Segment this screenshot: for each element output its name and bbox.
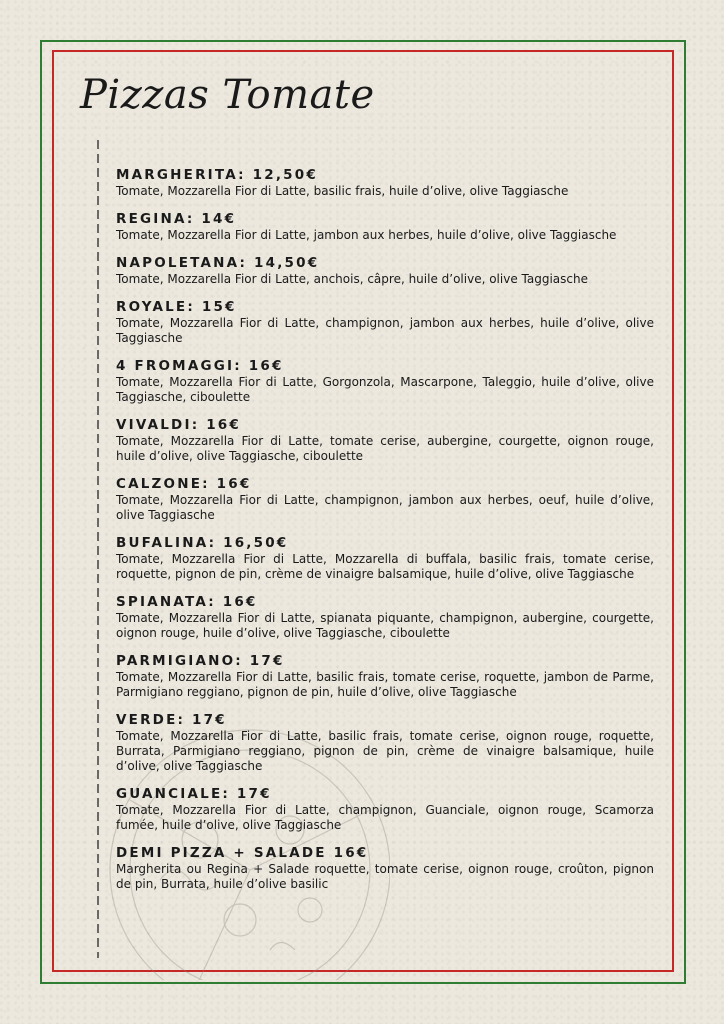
menu-item-name: MARGHERITA [116,167,239,183]
menu-item-price: 15€ [201,299,237,315]
menu-item-heading: MARGHERITA: 12,50€ [116,167,318,183]
menu-item-price: 16€ [206,417,241,433]
frame-left-red [52,50,54,972]
menu-item-description: Tomate, Mozzarella Fior di Latte, Mozzarella di buffala, basilic frais, tomate cerise, roquette, pignon de pin, crème de vinaigre balsamique, huile d’olive, olive Taggiasche [116,552,654,581]
menu-item-description: Tomate, Mozzarella Fior di Latte, Gorgonzola, Mascarpone, Taleggio, huile d’olive, olive Taggiasche, ciboulette [116,375,654,404]
frame-inner-dashed-line [97,140,99,958]
menu-item-heading: GUANCIALE: 17€ [116,786,272,802]
frame-bottom-red [52,970,674,972]
menu-item-royale [116,299,654,346]
menu-item-description: Tomate, Mozzarella Fior di Latte, jambon aux herbes, huile d’olive, olive Taggiasche [116,228,617,242]
menu-item-description: Tomate, Mozzarella Fior di Latte, basilic frais, tomate cerise, oignon rouge, roquette, Burrata, Parmigiano reggiano, pignon de pin, crème de vinaigre balsamique, huile d’olive, olive Taggiasche [116,729,654,773]
menu-item-calzone [116,476,654,523]
menu-item-description: Tomate, Mozzarella Fior di Latte, champignon, jambon aux herbes, huile d’olive, olive Taggiasche [116,316,654,345]
menu-item-description: Tomate, Mozzarella Fior di Latte, basilic frais, tomate cerise, roquette, jambon de Parme, Parmigiano reggiano, pignon de pin, huile d’olive, olive Taggiasche [116,670,654,699]
menu-item-price: 16€ [222,594,258,610]
menu-item-price: 17€ [249,653,285,669]
menu-item-name: NAPOLETANA [116,255,240,271]
menu-item-price: 14,50€ [254,255,320,271]
menu-item-heading: REGINA: 14€ [116,211,237,227]
menu-item-heading: CALZONE: 16€ [116,476,252,492]
frame-top-red [52,50,674,52]
menu-item-heading [116,845,654,862]
menu-item-price: 16€ [216,476,252,492]
menu-item-name: CALZONE [116,476,203,492]
frame-left-green [40,40,42,984]
menu-item-price: 17€ [236,786,272,802]
menu-item-price: 12,50€ [252,167,318,183]
menu-item-regina [116,211,654,243]
menu-item-parmigiano [116,653,654,700]
menu-item-bufalina [116,535,654,582]
menu-item-description: Tomate, Mozzarella Fior di Latte, anchois, câpre, huile d’olive, olive Taggiasche [116,272,588,286]
frame-right-green [684,40,686,984]
menu-item-heading: BUFALINA: 16,50€ [116,535,289,551]
menu-item-vivaldi [116,417,654,464]
frame-bottom-green [40,982,686,984]
menu-item-name: DEMI PIZZA + SALADE [116,845,327,861]
menu-item-price: 17€ [192,712,227,728]
menu-item-heading: NAPOLETANA: 14,50€ [116,255,320,271]
menu-item-description: Tomate, Mozzarella Fior di Latte, champignon, jambon aux herbes, oeuf, huile d’olive, olive Taggiasche [116,493,654,522]
menu-item-name: VERDE [116,712,178,728]
menu-item-description: Tomate, Mozzarella Fior di Latte, champignon, Guanciale, oignon rouge, Scamorza fumée, huile d’olive, olive Taggiasche [116,803,654,832]
menu-item-description: Margherita ou Regina + Salade roquette, tomate cerise, oignon rouge, croûton, pignon de pin, Burrata, huile d’olive basilic [116,862,654,891]
menu-item-description: Tomate, Mozzarella Fior di Latte, basilic frais, huile d’olive, olive Taggiasche [116,184,569,198]
menu-item-demi-pizza-salade [116,845,654,892]
menu-item-heading: ROYALE: 15€ [116,299,237,315]
menu-item-name: REGINA [116,211,187,227]
pizza-menu-list [116,167,654,904]
menu-item-price: 16,50€ [223,535,289,551]
menu-item-name: SPIANATA [116,594,209,610]
menu-item-name: 4 FROMAGGI [116,358,235,374]
frame-right-red [672,50,674,972]
menu-item-name: PARMIGIANO [116,653,236,669]
menu-item-name: BUFALINA [116,535,209,551]
menu-item-description: Tomate, Mozzarella Fior di Latte, spianata piquante, champignon, aubergine, courgette, oignon rouge, huile d’olive, olive Taggiasche, ciboulette [116,611,654,640]
page-title: Pizzas Tomate [80,72,375,118]
frame-top-green [40,40,685,42]
menu-item-heading: PARMIGIANO: 17€ [116,653,285,669]
menu-item-price: 16€ [248,358,284,374]
menu-item-spianata [116,594,654,641]
menu-item-price: 14€ [201,211,237,227]
menu-item-heading: VIVALDI: 16€ [116,417,241,433]
menu-item-heading: 4 FROMAGGI: 16€ [116,358,284,374]
menu-item-guanciale [116,786,654,833]
menu-item-name: ROYALE [116,299,188,315]
menu-item-price: 16€ [333,845,369,861]
menu-item-name: GUANCIALE [116,786,223,802]
menu-item-heading: VERDE: 17€ [116,712,227,728]
menu-item-verde [116,712,654,774]
menu-item-margherita [116,167,654,199]
menu-item-heading: SPIANATA: 16€ [116,594,258,610]
menu-item-description: Tomate, Mozzarella Fior di Latte, tomate cerise, aubergine, courgette, oignon rouge, huile d’olive, olive Taggiasche, ciboulette [116,434,654,463]
menu-item-napoletana [116,255,654,287]
menu-item-name: VIVALDI [116,417,192,433]
menu-item-4-fromaggi [116,358,654,405]
